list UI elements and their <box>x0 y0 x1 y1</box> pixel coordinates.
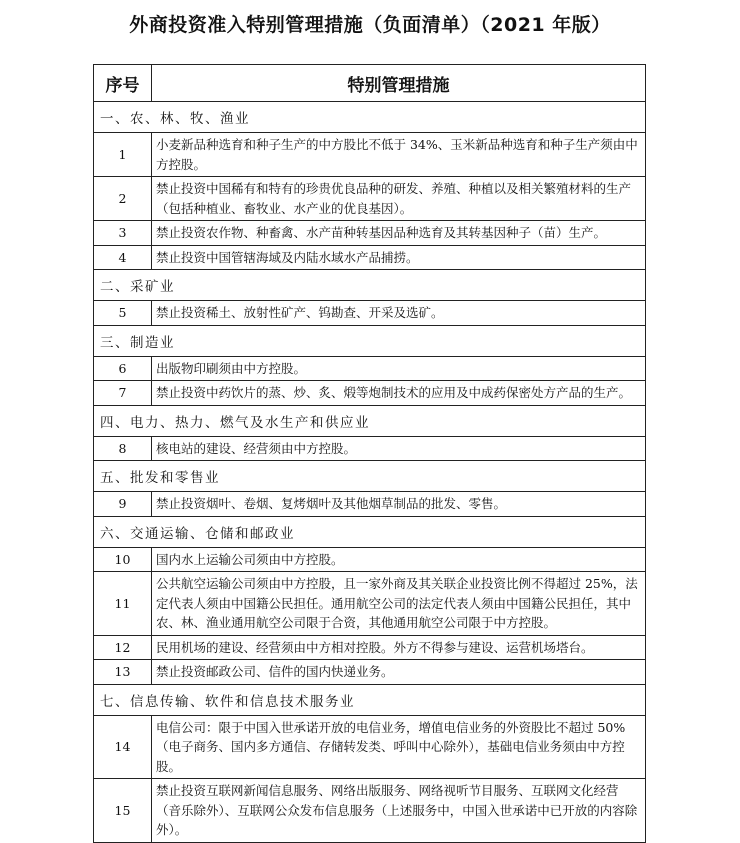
section-label: 五、批发和零售业 <box>94 461 646 492</box>
document-title: 外商投资准入特别管理措施（负面清单）（2021 年版） <box>129 14 611 36</box>
table-row <box>94 245 646 270</box>
section-label: 四、电力、热力、燃气及水生产和供应业 <box>94 405 646 436</box>
section-row <box>94 405 646 436</box>
table-row <box>94 301 646 326</box>
table-row <box>94 779 646 843</box>
item-number: 11 <box>94 572 152 636</box>
table-row <box>94 715 646 779</box>
item-number: 9 <box>94 492 152 517</box>
item-number: 14 <box>94 715 152 779</box>
table-row <box>94 635 646 660</box>
item-text: 小麦新品种选育和种子生产的中方股比不低于 34%、玉米新品种选育和种子生产须由中方控股。 <box>152 133 646 177</box>
item-number: 8 <box>94 436 152 461</box>
table-row <box>94 381 646 406</box>
item-text: 民用机场的建设、经营须由中方相对控股。外方不得参与建设、运营机场塔台。 <box>152 635 646 660</box>
section-row <box>94 684 646 715</box>
item-number: 1 <box>94 133 152 177</box>
item-text: 出版物印刷须由中方控股。 <box>152 356 646 381</box>
item-text: 公共航空运输公司须由中方控股，且一家外商及其关联企业投资比例不得超过 25%，法定代表人须由中国籍公民担任。通用航空公司的法定代表人须由中国籍公民担任，其中农、林、渔业通用航空公司限于合资，其他通用航空公司限于中方控股。 <box>152 572 646 636</box>
item-number: 4 <box>94 245 152 270</box>
table-row <box>94 133 646 177</box>
table-row <box>94 177 646 221</box>
table-row <box>94 572 646 636</box>
header-measure: 特别管理措施 <box>152 65 646 102</box>
item-text: 禁止投资烟叶、卷烟、复烤烟叶及其他烟草制品的批发、零售。 <box>152 492 646 517</box>
section-label: 三、制造业 <box>94 325 646 356</box>
measures-table <box>93 64 646 843</box>
table-header-row <box>94 65 646 102</box>
item-number: 6 <box>94 356 152 381</box>
item-number: 15 <box>94 779 152 843</box>
item-text: 禁止投资中国稀有和特有的珍贵优良品种的研发、养殖、种植以及相关繁殖材料的生产（包括种植业、畜牧业、水产业的优良基因）。 <box>152 177 646 221</box>
section-row <box>94 270 646 301</box>
item-number: 13 <box>94 660 152 685</box>
item-text: 禁止投资中国管辖海域及内陆水域水产品捕捞。 <box>152 245 646 270</box>
table-row <box>94 356 646 381</box>
section-label: 二、采矿业 <box>94 270 646 301</box>
item-text: 禁止投资互联网新闻信息服务、网络出版服务、网络视听节目服务、互联网文化经营（音乐除外）、互联网公众发布信息服务（上述服务中，中国入世承诺中已开放的内容除外）。 <box>152 779 646 843</box>
table-row <box>94 221 646 246</box>
section-row <box>94 325 646 356</box>
header-number: 序号 <box>94 65 152 102</box>
item-number: 7 <box>94 381 152 406</box>
item-text: 禁止投资稀土、放射性矿产、钨勘查、开采及选矿。 <box>152 301 646 326</box>
item-text: 禁止投资农作物、种畜禽、水产苗种转基因品种选育及其转基因种子（苗）生产。 <box>152 221 646 246</box>
section-label: 七、信息传输、软件和信息技术服务业 <box>94 684 646 715</box>
item-text: 国内水上运输公司须由中方控股。 <box>152 547 646 572</box>
section-row <box>94 102 646 133</box>
item-number: 10 <box>94 547 152 572</box>
item-number: 12 <box>94 635 152 660</box>
item-number: 3 <box>94 221 152 246</box>
item-number: 5 <box>94 301 152 326</box>
section-label: 一、农、林、牧、渔业 <box>94 102 646 133</box>
section-row <box>94 516 646 547</box>
item-text: 核电站的建设、经营须由中方控股。 <box>152 436 646 461</box>
table-row <box>94 492 646 517</box>
item-number: 2 <box>94 177 152 221</box>
table-row <box>94 436 646 461</box>
section-row <box>94 461 646 492</box>
item-text: 电信公司：限于中国入世承诺开放的电信业务，增值电信业务的外资股比不超过 50%（电子商务、国内多方通信、存储转发类、呼叫中心除外），基础电信业务须由中方控股。 <box>152 715 646 779</box>
item-text: 禁止投资中药饮片的蒸、炒、炙、煅等炮制技术的应用及中成药保密处方产品的生产。 <box>152 381 646 406</box>
item-text: 禁止投资邮政公司、信件的国内快递业务。 <box>152 660 646 685</box>
table-row <box>94 660 646 685</box>
table-row <box>94 547 646 572</box>
section-label: 六、交通运输、仓储和邮政业 <box>94 516 646 547</box>
